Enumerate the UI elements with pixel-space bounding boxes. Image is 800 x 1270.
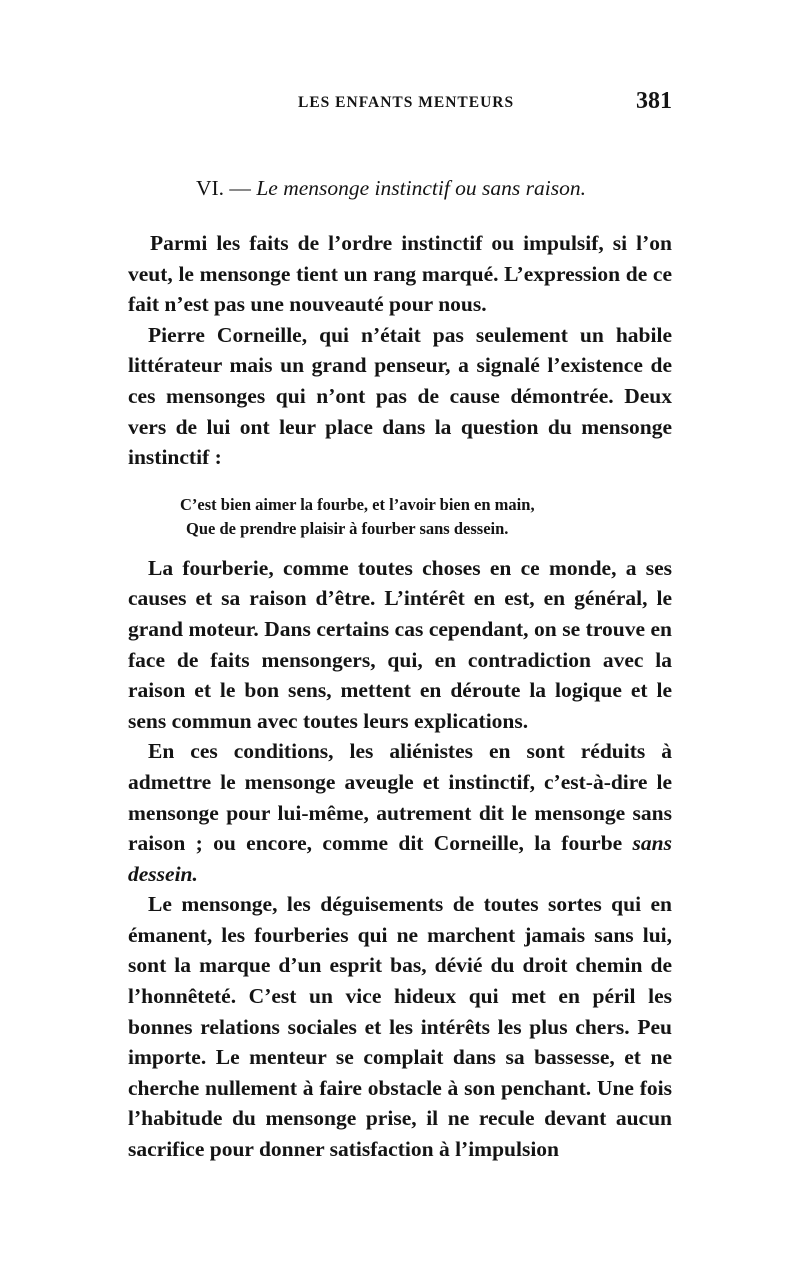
section-number: VI. —	[196, 176, 251, 200]
verse-line-2: Que de prendre plaisir à fourber sans dessein.	[186, 518, 509, 538]
paragraph-3: La fourberie, comme toutes choses en ce monde, a ses causes et sa raison d’être. L’intérêt en est, en général, le grand moteur. Dans certains cas cependant, on se trouve en face de faits mensongers, qui, en contradiction avec la raison et le bon sens, mettent en déroute la logique et le sens commun avec toutes leurs explications.	[128, 555, 672, 733]
section-heading	[196, 176, 586, 201]
paragraph-4-text: En ces conditions, les aliénistes en sont réduits à admettre le mensonge aveugle et instinctif, c’est-à-dire le mensonge pour lui-même, autrement dit le mensonge sans raison ; ou encore, comme dit Corneille, la fourbe	[128, 739, 672, 856]
paragraph-5: Le mensonge, les déguisements de toutes sortes qui en émanent, les fourberies qui ne marchent jamais sans lui, sont la marque d’un esprit bas, dévié du droit chemin de l’honnêteté. C’est un vice hideux qui met en péril les bonnes relations sociales et les intérêts les plus chers. Peu importe. Le menteur se complait dans sa bassesse, et ne cherche nullement à faire obstacle à son penchant. Une fois l’habitude du mensonge prise, il ne recule devant aucun sacrifice pour donner satisfaction à l’impulsion	[128, 892, 672, 1162]
running-title: LES ENFANTS MENTEURS	[298, 94, 515, 111]
running-header	[128, 88, 672, 122]
page-number: 381	[636, 88, 672, 114]
paragraph-4	[128, 736, 672, 889]
paragraph-1: Parmi les faits de l’ordre instinctif ou impulsif, si l’on veut, le mensonge tient un rang marqué. L’expression de ce fait n’est pas une nouveauté pour nous.	[128, 231, 672, 317]
section-title: Le mensonge instinctif ou sans raison.	[256, 176, 586, 200]
verse-quote	[180, 493, 672, 541]
body-text	[128, 228, 672, 1165]
verse-line-1: C’est bien aimer la fourbe, et l’avoir bien en main,	[180, 494, 535, 514]
paragraph-4-italic: sans dessein.	[128, 831, 672, 886]
paragraph-2: Pierre Corneille, qui n’était pas seulement un habile littérateur mais un grand penseur, a signalé l’existence de ces mensonges qui n’ont pas de cause démontrée. Deux vers de lui ont leur place dans la question du mensonge instinctif :	[128, 322, 672, 470]
